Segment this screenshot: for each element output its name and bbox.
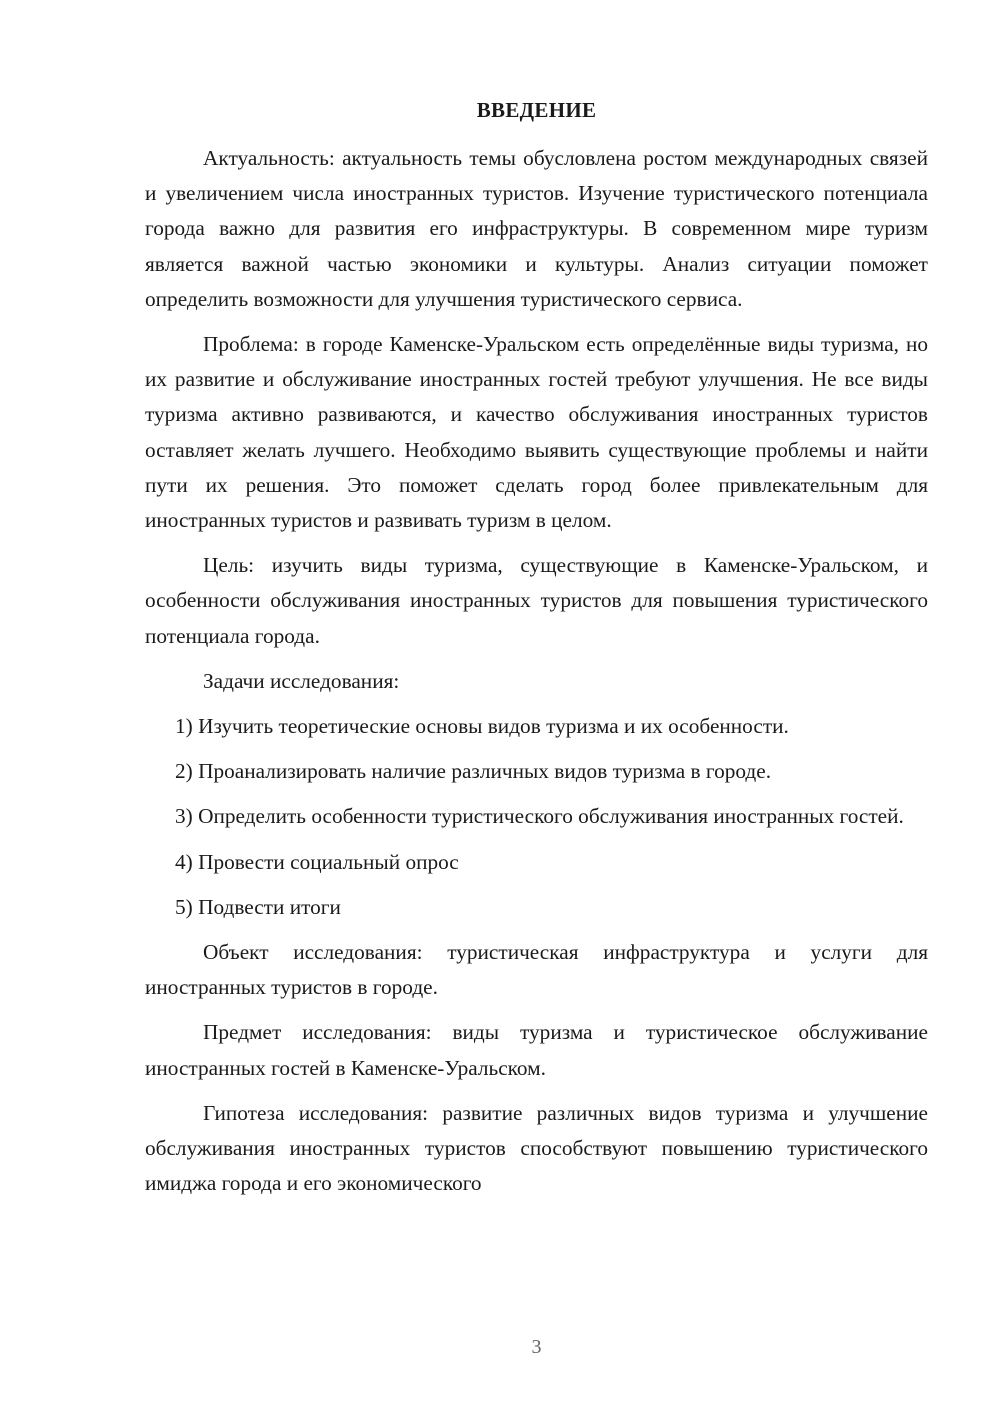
list-item-task-5: 5) Подвести итоги [175,894,341,919]
paragraph-goal: Цель: изучить виды туризма, существующие в Каменске-Уральском, и особенности обслуживания иностранных туристов для повышения туристического потенциала города. [145,553,928,648]
paragraph-tasks-title: Задачи исследования: [203,668,400,693]
document-body [145,141,928,1211]
page-title: ВВЕДЕНИЕ [476,98,597,122]
list-item-task-4: 4) Провести социальный опрос [175,849,459,874]
list-item-task-3: 3) Определить особенности туристического обслуживания иностранных гостей. [175,804,904,829]
list-item-task-1: 1) Изучить теоретические основы видов туризма и их особенности. [175,714,789,739]
page-number: 3 [531,1336,542,1358]
paragraph-subject: Предмет исследования: виды туризма и туристическое обслуживание иностранных гостей в Каменске-Уральском. [145,1020,928,1080]
paragraph-hypothesis: Гипотеза исследования: развитие различных видов туризма и улучшение обслуживания иностранных туристов способствуют повышению туристического имиджа города и его экономического [145,1100,928,1196]
paragraph-relevance: Актуальность: актуальность темы обусловлена ростом международных связей и увеличением числа иностранных туристов. Изучение туристического потенциала города важно для развития его инфраструктуры. В современном мире туризм является важной частью экономики и культуры. Анализ ситуации поможет определить возможности для улучшения туристического сервиса. [145,146,928,311]
paragraph-problem: Проблема: в городе Каменске-Уральском есть определённые виды туризма, но их развитие и обслуживание иностранных гостей требуют улучшения. Не все виды туризма активно развиваются, и качество обслуживания иностранных туристов оставляет желать лучшего. Необходимо выявить существующие проблемы и найти пути их решения. Это поможет сделать город более привлекательным для иностранных туристов и развивать туризм в целом. [145,332,928,533]
paragraph-object: Объект исследования: туристическая инфраструктура и услуги для иностранных туристов в городе. [145,940,928,1000]
list-item-task-2: 2) Проанализировать наличие различных видов туризма в городе. [175,759,772,784]
